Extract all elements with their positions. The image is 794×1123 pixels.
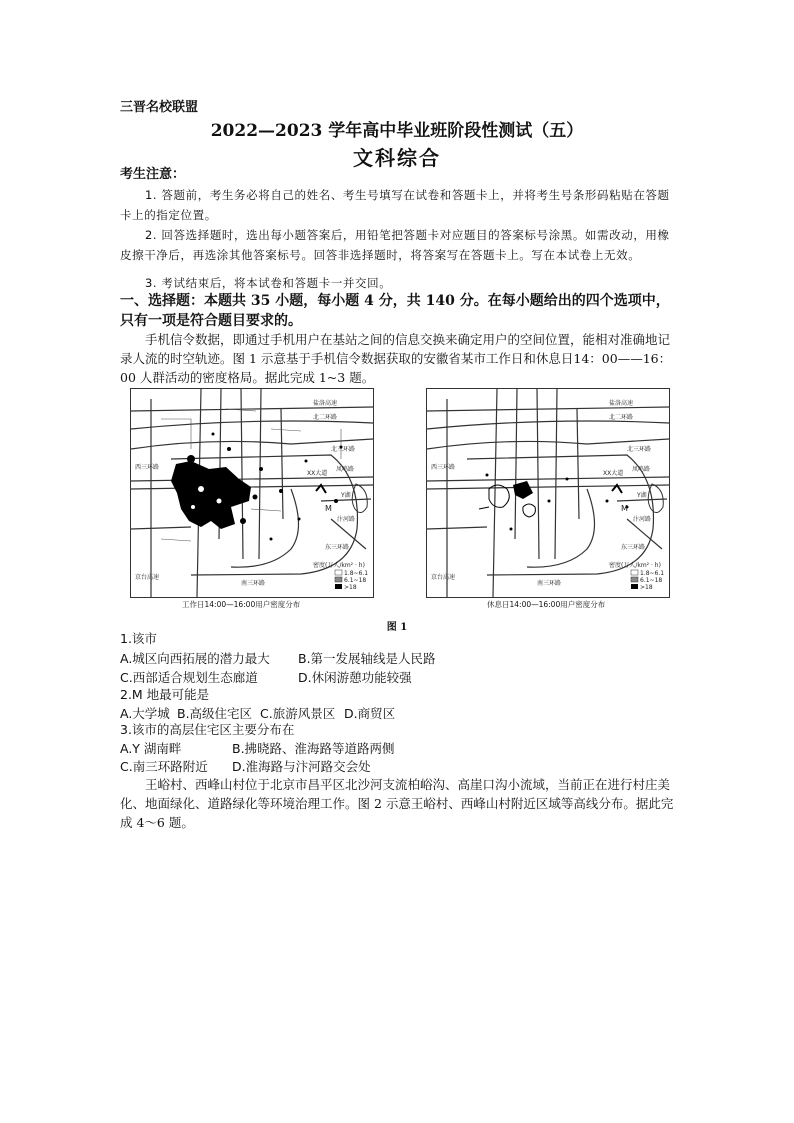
road-label-xxavenue: XX大道: [307, 470, 328, 477]
map-restday: [426, 388, 670, 598]
map-restday-drawing: [427, 389, 669, 597]
question-1-option-c: C.西部适合规划生态廊道: [120, 670, 258, 685]
question-1-option-a: A.城区向西拓展的潜力最大: [120, 651, 270, 666]
exam-title: 2022—2023 学年高中毕业班阶段性测试（五）: [210, 121, 584, 141]
question-2-option-c: C.旅游风景区: [260, 706, 336, 721]
road-label-fengming-r: 凤鸣路: [632, 466, 651, 473]
road-label-xxavenue-r: XX大道: [603, 470, 624, 477]
label-m-r: M: [621, 504, 628, 513]
map-caption-restday: 休息日14:00—16:00用户密度分布: [487, 600, 606, 609]
svg-text:密度(万人/km² · h): 密度(万人/km² · h): [609, 562, 661, 569]
road-label-south3: 南三环路: [241, 580, 266, 587]
map-workday-drawing: [131, 389, 373, 597]
label-y-lake: Y湖: [341, 492, 351, 499]
notice-item-3: 3. 考试结束后，将本试卷和答题卡一并交回。: [145, 276, 392, 290]
legend-restday: [609, 561, 664, 591]
passage-1: 手机信令数据，即通过手机用户在基站之间的信息交换来确定用户的空间位置，能相对准确地记录人流的时空轨迹。图 1 示意基于手机信令数据获取的安徽省某市工作日和休息日14：00——16：00 人群活动的密度格局。据此完成 1~3 题。: [120, 332, 672, 385]
question-2-option-b: B.高级住宅区: [177, 706, 253, 721]
road-label-north3-r: 北三环路: [627, 446, 652, 453]
road-label-south3-r: 南三环路: [537, 580, 562, 587]
road-label-east3: 东三环路: [325, 544, 350, 551]
svg-text:1.8~6.1: 1.8~6.1: [640, 570, 665, 577]
label-m: M: [325, 504, 332, 513]
question-1-option-b: B.第一发展轴线是人民路: [298, 651, 436, 666]
passage-2: 王峪村、西峰山村位于北京市昌平区北沙河支流柏峪沟、高崖口沟小流域，当前正在进行村庄美化、地面绿化、道路绿化等环境治理工作。图 2 示意王峪村、西峰山村附近区域等高线分布。据此完成 4～6 题。: [120, 777, 674, 830]
road-label-fengming: 凤鸣路: [336, 466, 355, 473]
question-3-option-d: D.淮海路与汴河路交会处: [232, 759, 371, 774]
question-1-option-d: D.休闲游憩功能较强: [298, 670, 412, 685]
question-3-option-a: A.Y 湖南畔: [120, 741, 182, 756]
label-y-lake-r: Y湖: [637, 492, 647, 499]
map-caption-workday: 工作日14:00—16:00用户密度分布: [182, 600, 301, 609]
svg-text:>18: >18: [640, 584, 653, 591]
figure-label: 图 1: [386, 622, 408, 633]
svg-text:1.8~6.1: 1.8~6.1: [344, 570, 369, 577]
notice-item-2: 2. 回答选择题时，选出每小题答案后，用铅笔把答题卡对应题目的答案标号涂黑。如需改动，用橡皮擦干净后，再选涂其他答案标号。回答非选择题时，将答案写在答题卡上。写在本试卷上无效。: [120, 228, 670, 262]
question-2-stem: 2.M 地最可能是: [120, 687, 210, 702]
road-label-north3: 北三环路: [331, 446, 356, 453]
svg-text:6.1~18: 6.1~18: [640, 577, 663, 584]
question-2-option-a: A.大学城: [120, 706, 170, 721]
notice-heading: 考生注意：: [120, 167, 186, 182]
question-3-stem: 3.该市的高层住宅区主要分布在: [120, 722, 295, 737]
question-3-option-c: C.南三环路附近: [120, 759, 208, 774]
road-label-east3-r: 东三环路: [621, 544, 646, 551]
road-label-bianhe-r: 汴河路: [633, 516, 652, 523]
road-label-west3-r: 西三环路: [431, 464, 456, 471]
notice-item-1: 1. 答题前，考生务必将自己的姓名、考生号填写在试卷和答题卡上，并将考生号条形码粘贴在答题卡上的指定位置。: [120, 188, 670, 222]
exam-subject: 文科综合: [353, 146, 441, 170]
road-label-jingtai-r: 京台高速: [431, 574, 456, 581]
road-label-north2: 北二环路: [313, 414, 338, 421]
alliance-name: 三晋名校联盟: [120, 100, 199, 115]
svg-text:6.1~18: 6.1~18: [344, 577, 367, 584]
road-label-yanluo-r: 盐洛高速: [609, 400, 634, 407]
road-label-west3: 西三环路: [135, 464, 160, 471]
question-2-option-d: D.商贸区: [344, 706, 396, 721]
road-label-jingtai: 京台高速: [135, 574, 160, 581]
legend-workday: [313, 561, 368, 591]
question-1-stem: 1.该市: [120, 631, 157, 646]
road-label-north2-r: 北二环路: [609, 414, 634, 421]
section-heading: 一、选择题：本题共 35 小题，每小题 4 分，共 140 分。在每小题给出的四个选项中，只有一项是符合题目要求的。: [120, 293, 670, 329]
map-workday: [130, 388, 374, 598]
road-label-yanluo: 盐洛高速: [313, 400, 338, 407]
svg-text:>18: >18: [344, 584, 357, 591]
svg-text:密度(万人/km² · h): 密度(万人/km² · h): [313, 562, 365, 569]
question-3-option-b: B.拂晓路、淮海路等道路两侧: [232, 741, 395, 756]
road-label-bianhe: 汴河路: [337, 516, 356, 523]
